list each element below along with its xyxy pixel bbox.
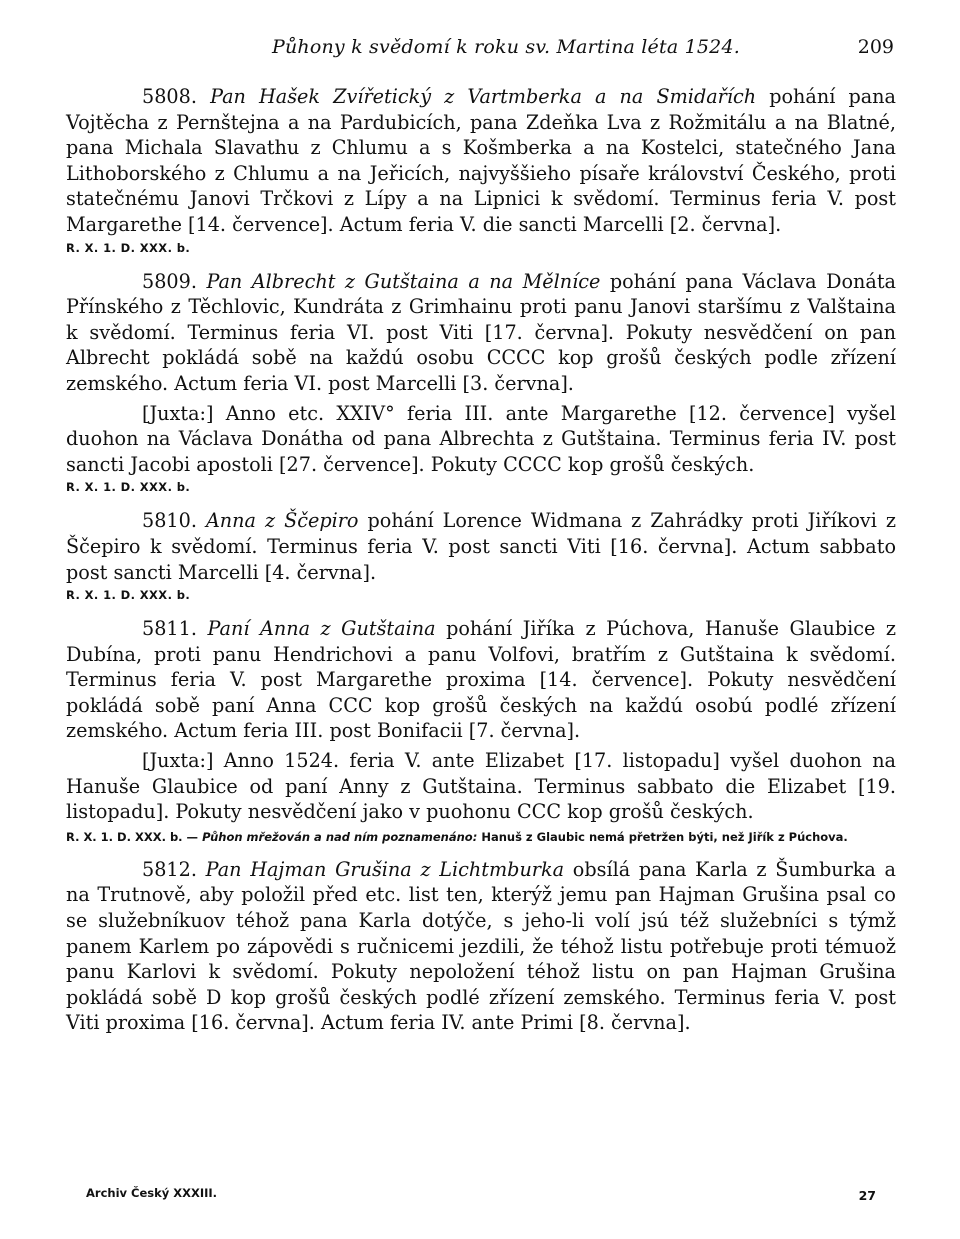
- running-head: [0, 36, 960, 66]
- entry-text: pohání Jiříka z Púchova, Hanuše Glaubice z Dubína, proti panu Hendrichovi a panu Volfovi, bratřím z Gutštaina k svědomí. Terminus feria V. post Margarethe proxima [14. července]. Pokuty nesvědčení pokládá sobě paní Anna CCC kop grošů českých na každú osobú podlé zřízení zemského. Actum feria III. post Bonifacii [7. června].: [66, 617, 896, 743]
- entry-party-name: Pan Hajman Grušina z Lichtmburka: [205, 857, 565, 881]
- page-number: 209: [857, 36, 894, 58]
- entry-party-name: Pan Hašek Zvířetický z Vartmberka a na Smidařích: [210, 85, 757, 108]
- running-title: Půhony k svědomí k roku sv. Martina léta 1524.: [272, 36, 740, 58]
- entry-number: 5808.: [142, 85, 197, 108]
- archive-reference: R. X. 1. D. XXX. b.: [66, 480, 191, 495]
- reference-code: R. X. 1. D. XXX. b. —: [66, 829, 199, 844]
- entry-text: pohání pana Václava Donáta Přínského z Těchlovic, Kundráta z Grimhainu proti panu Janovi staršímu z Valštaina k svědomí. Terminus feria VI. post Viti [17. června]. Pokuty nesvědčení on pan Albrecht pokládá sobě na každú osobu CCCC kop grošů českých podle zřízení zemského. Actum feria VI. post Marcelli [3. června].: [66, 269, 896, 395]
- archive-reference: [66, 827, 896, 847]
- archive-reference: R. X. 1. D. XXX. b.: [66, 240, 191, 255]
- entry-number: 5811.: [142, 617, 197, 641]
- entry-text: pohání Lorence Widmana z Zahrádky proti Jiříkovi z Ščepiro k svědomí. Terminus feria V. post sancti Viti [16. června]. Actum sabbato post sancti Marcelli [4. června].: [66, 509, 896, 584]
- entry-5809: [66, 269, 896, 397]
- page-footer: [86, 1186, 876, 1206]
- entry-number: 5812.: [142, 857, 197, 881]
- archive-reference: R. X. 1. D. XXX. b.: [66, 588, 191, 603]
- entry-party-name: Pan Albrecht z Gutštaina a na Mělníce: [206, 269, 601, 293]
- juxta-note: [Juxta:] Anno etc. XXIV° feria III. ante Margarethe [12. července] vyšel duohon na Václava Donátha od pana Albrechta z Gutštaina. Terminus feria IV. post sancti Jacobi apostoli [27. července]. Pokuty CCCC kop grošů českých.: [66, 401, 896, 476]
- printer-signature: Archiv Český XXXIII.: [86, 1186, 218, 1200]
- reference-tail: Hanuš z Glaubic nemá přetržen býti, než Jiřík z Púchova.: [481, 829, 848, 844]
- entry-5812: [66, 857, 896, 1036]
- entry-number: 5809.: [142, 269, 197, 293]
- entry-party-name: Paní Anna z Gutštaina: [207, 617, 436, 641]
- entry-number: 5810.: [142, 509, 197, 533]
- text-body: [66, 84, 896, 1036]
- entry-5808: [66, 84, 896, 238]
- sheet-number: 27: [858, 1188, 876, 1203]
- entry-5810: [66, 508, 896, 585]
- entry-5811: [66, 616, 896, 744]
- entry-text: pohání pana Vojtěcha z Pernštejna a na Pardubicích, pana Zdeňka Lva z Rožmitálu a na Blatné, pana Michala Slavathu z Chlumu a s Košmberka a na Kostelci, statečného Jana Lithoborského z Chlumu a na Jeřicích, najvyššieho písaře království Českého, proti statečnému Janovi Trčkovi z Lípy a na Lipnici k svědomí. Terminus feria V. post Margarethe [14. července]. Actum feria V. die sancti Marcelli [2. června].: [66, 85, 896, 236]
- juxta-note: [Juxta:] Anno 1524. feria V. ante Elizabet [17. listopadu] vyšel duohon na Hanuše Glaubice od paní Anny z Gutštaina. Terminus sabbato die Elizabet [19. listopadu]. Pokuty nesvědčení jako v puohonu CCC kop grošů českých.: [66, 749, 896, 824]
- reference-note: Půhon mřežován a nad ním poznamenáno:: [202, 829, 478, 844]
- entry-text: obsílá pana Karla z Šumburka a na Trutnově, aby položil před etc. list ten, kterýž jemu pan Hajman Grušina psal co se služebníkuov téhož pana Karla dotýče, s jeho-li volí jsú též služebníci s týmž panem Karlem po zápovědi s ručnicemi jezdili, že téhož listu potřebuje proti témuož panu Karlovi k svědomí. Pokuty nepoložení téhož listu on pan Hajman Grušina pokládá sobě D kop grošů českých podlé zřízení zemského. Terminus feria V. post Viti proxima [16. června]. Actum feria IV. ante Primi [8. června].: [66, 857, 896, 1035]
- entry-party-name: Anna z Ščepiro: [205, 509, 359, 533]
